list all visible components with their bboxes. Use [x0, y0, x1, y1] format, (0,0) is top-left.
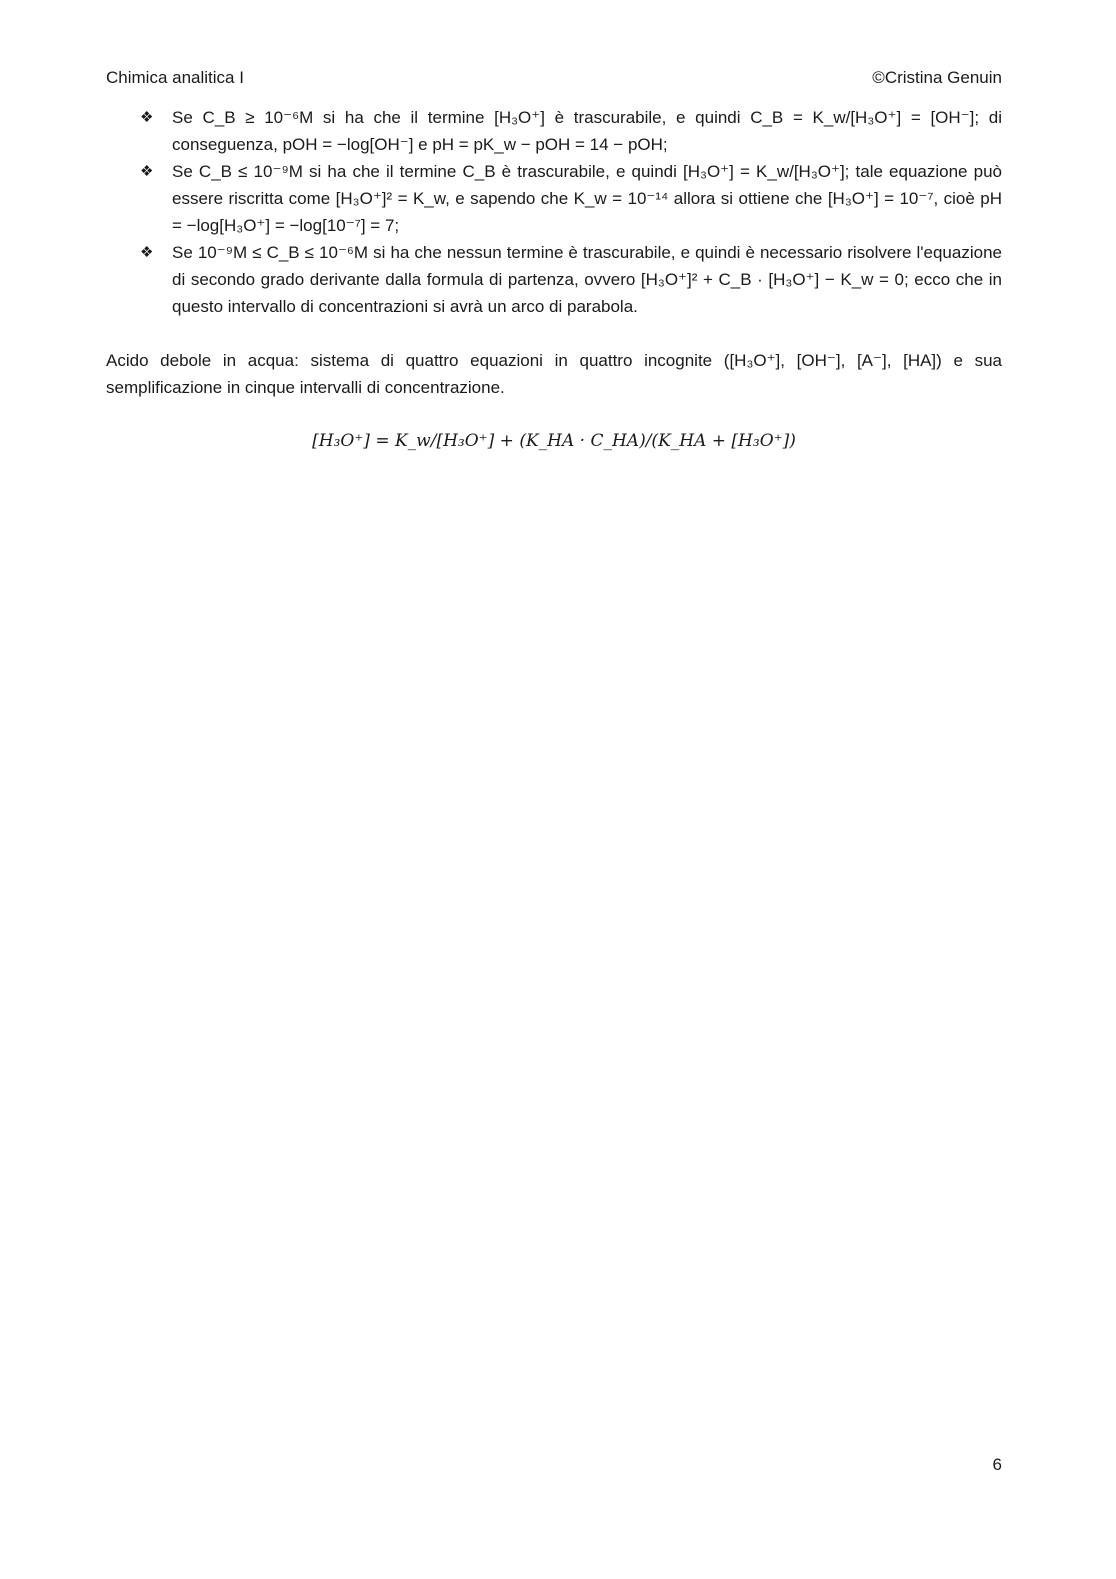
list-item: ❖ Se C_B ≤ 10⁻⁹M si ha che il termine C_B è trascurabile, e quindi [H₃O⁺] = K_w/[H₃O⁺]; tale equazione può essere riscritta come [H₃O⁺]² = K_w, e sapendo che K_w = 10⁻¹⁴ allora si ottiene che [H₃O⁺] = 10⁻⁷, cioè pH = −log[H₃O⁺] = −log[10⁻⁷] = 7;	[106, 158, 1002, 239]
solution-formula: [H₃O⁺] = K_w/[H₃O⁺] + (K_HA · C_HA)/(K_HA + [H₃O⁺])	[312, 431, 796, 451]
list-item: ❖ Se 10⁻⁹M ≤ C_B ≤ 10⁻⁶M si ha che nessun termine è trascurabile, e quindi è necessario risolvere l'equazione di secondo grado derivante dalla formula di partenza, ovvero [H₃O⁺]² + C_B · [H₃O⁺] − K_w = 0; ecco che in questo intervallo di concentrazioni si avrà un arco di parabola.	[106, 239, 1002, 320]
document-title: Chimica analitica I	[106, 68, 244, 87]
bullet-list-top	[106, 104, 1002, 320]
summary-paragraph: Acido debole in acqua: sistema di quattro equazioni in quattro incognite ([H₃O⁺], [OH⁻], [A⁻], [HA]) e sua semplificazione in cinque intervalli di concentrazione.	[106, 351, 1002, 397]
page-content	[106, 104, 1002, 482]
page-header	[106, 68, 1002, 88]
list-item: ❖ Se C_B ≥ 10⁻⁶M si ha che il termine [H₃O⁺] è trascurabile, e quindi C_B = K_w/[H₃O⁺] = [OH⁻]; di conseguenza, pOH = −log[OH⁻] e pH = pK_w − pOH = 14 − pOH;	[106, 104, 1002, 158]
page-number: 6	[992, 1455, 1002, 1474]
author: ©Cristina Genuin	[872, 68, 1002, 87]
